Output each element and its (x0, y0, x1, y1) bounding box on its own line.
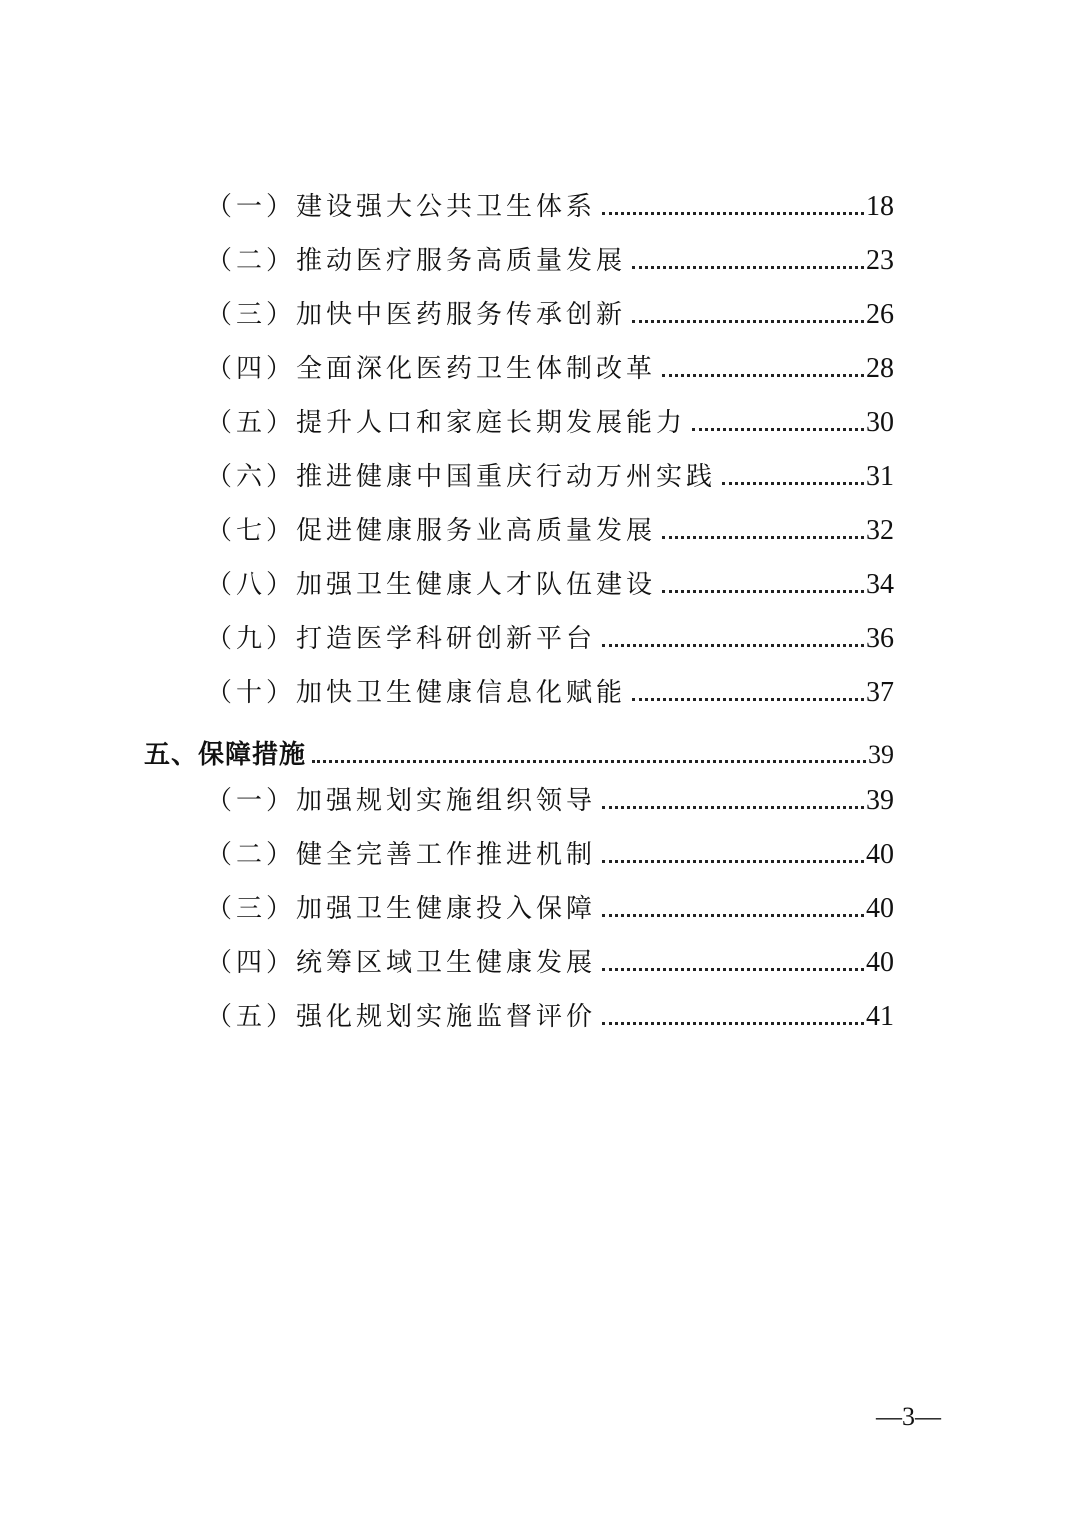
toc-entry[interactable] (206, 780, 894, 820)
toc-entry[interactable] (206, 888, 894, 928)
toc-entry-label: （二）推动医疗服务高质量发展 (206, 246, 627, 276)
toc-entry[interactable] (206, 186, 894, 226)
toc-entry-page: 40 (866, 947, 894, 978)
toc-entry[interactable] (206, 672, 894, 712)
toc-section-page: 39 (868, 740, 894, 769)
toc-entry-page: 37 (866, 677, 894, 708)
toc-entry[interactable] (206, 294, 894, 334)
toc-entry[interactable] (206, 240, 894, 280)
toc-entry-label: （七）促进健康服务业高质量发展 (206, 516, 657, 546)
toc-entry-label: （六）推进健康中国重庆行动万州实践 (206, 462, 717, 492)
toc-dot-leader (602, 1021, 864, 1025)
toc-entry-page: 23 (866, 245, 894, 276)
toc-entry-label: （三）加快中医药服务传承创新 (206, 300, 627, 330)
toc-dot-leader (602, 805, 864, 809)
toc-entry-page: 32 (866, 515, 894, 546)
toc-entry-label: （一）建设强大公共卫生体系 (206, 192, 597, 222)
toc-entry-label: （九）打造医学科研创新平台 (206, 624, 597, 654)
toc-entry-page: 34 (866, 569, 894, 600)
toc-entry-label: （十）加快卫生健康信息化赋能 (206, 678, 627, 708)
toc-entry-label: （三）加强卫生健康投入保障 (206, 894, 597, 924)
toc-entry-page: 39 (866, 785, 894, 816)
toc-entry-label: （一）加强规划实施组织领导 (206, 786, 597, 816)
toc-entry[interactable] (206, 456, 894, 496)
toc-entry-page: 28 (866, 353, 894, 384)
toc-dot-leader (602, 913, 864, 917)
toc-dot-leader (602, 859, 864, 863)
toc-entry[interactable] (206, 402, 894, 442)
toc-entry-page: 40 (866, 839, 894, 870)
toc-section-label: 五、保障措施 (144, 740, 307, 770)
toc-entry-label: （四）统筹区域卫生健康发展 (206, 948, 597, 978)
toc-entry-page: 18 (866, 191, 894, 222)
toc-dot-leader (602, 211, 864, 215)
toc-entry-label: （五）强化规划实施监督评价 (206, 1002, 597, 1032)
toc-entry-page: 30 (866, 407, 894, 438)
toc-entry[interactable] (206, 618, 894, 658)
toc-dot-leader (602, 967, 864, 971)
toc-dot-leader (602, 643, 864, 647)
toc-dot-leader (632, 319, 864, 323)
toc-dot-leader (722, 481, 864, 485)
toc-section-heading[interactable] (144, 734, 894, 774)
toc-entry-page: 41 (866, 1001, 894, 1032)
toc-dot-leader (632, 265, 864, 269)
toc-entry-page: 26 (866, 299, 894, 330)
toc-entry-label: （八）加强卫生健康人才队伍建设 (206, 570, 657, 600)
toc-entry-page: 36 (866, 623, 894, 654)
toc-dot-leader (662, 589, 864, 593)
toc-dot-leader (632, 697, 864, 701)
toc-dot-leader (662, 535, 864, 539)
toc-entry-page: 31 (866, 461, 894, 492)
toc-entry[interactable] (206, 348, 894, 388)
toc-entry[interactable] (206, 942, 894, 982)
page-number: —3— (876, 1402, 941, 1431)
toc-entry[interactable] (206, 996, 894, 1036)
toc-entry[interactable] (206, 564, 894, 604)
toc-dot-leader (312, 759, 866, 763)
toc-entry-page: 40 (866, 893, 894, 924)
toc-dot-leader (692, 427, 864, 431)
toc-entry-label: （二）健全完善工作推进机制 (206, 840, 597, 870)
toc-entry-label: （四）全面深化医药卫生体制改革 (206, 354, 657, 384)
toc-entry[interactable] (206, 834, 894, 874)
toc-entry[interactable] (206, 510, 894, 550)
toc-dot-leader (662, 373, 864, 377)
toc-entry-label: （五）提升人口和家庭长期发展能力 (206, 408, 687, 438)
